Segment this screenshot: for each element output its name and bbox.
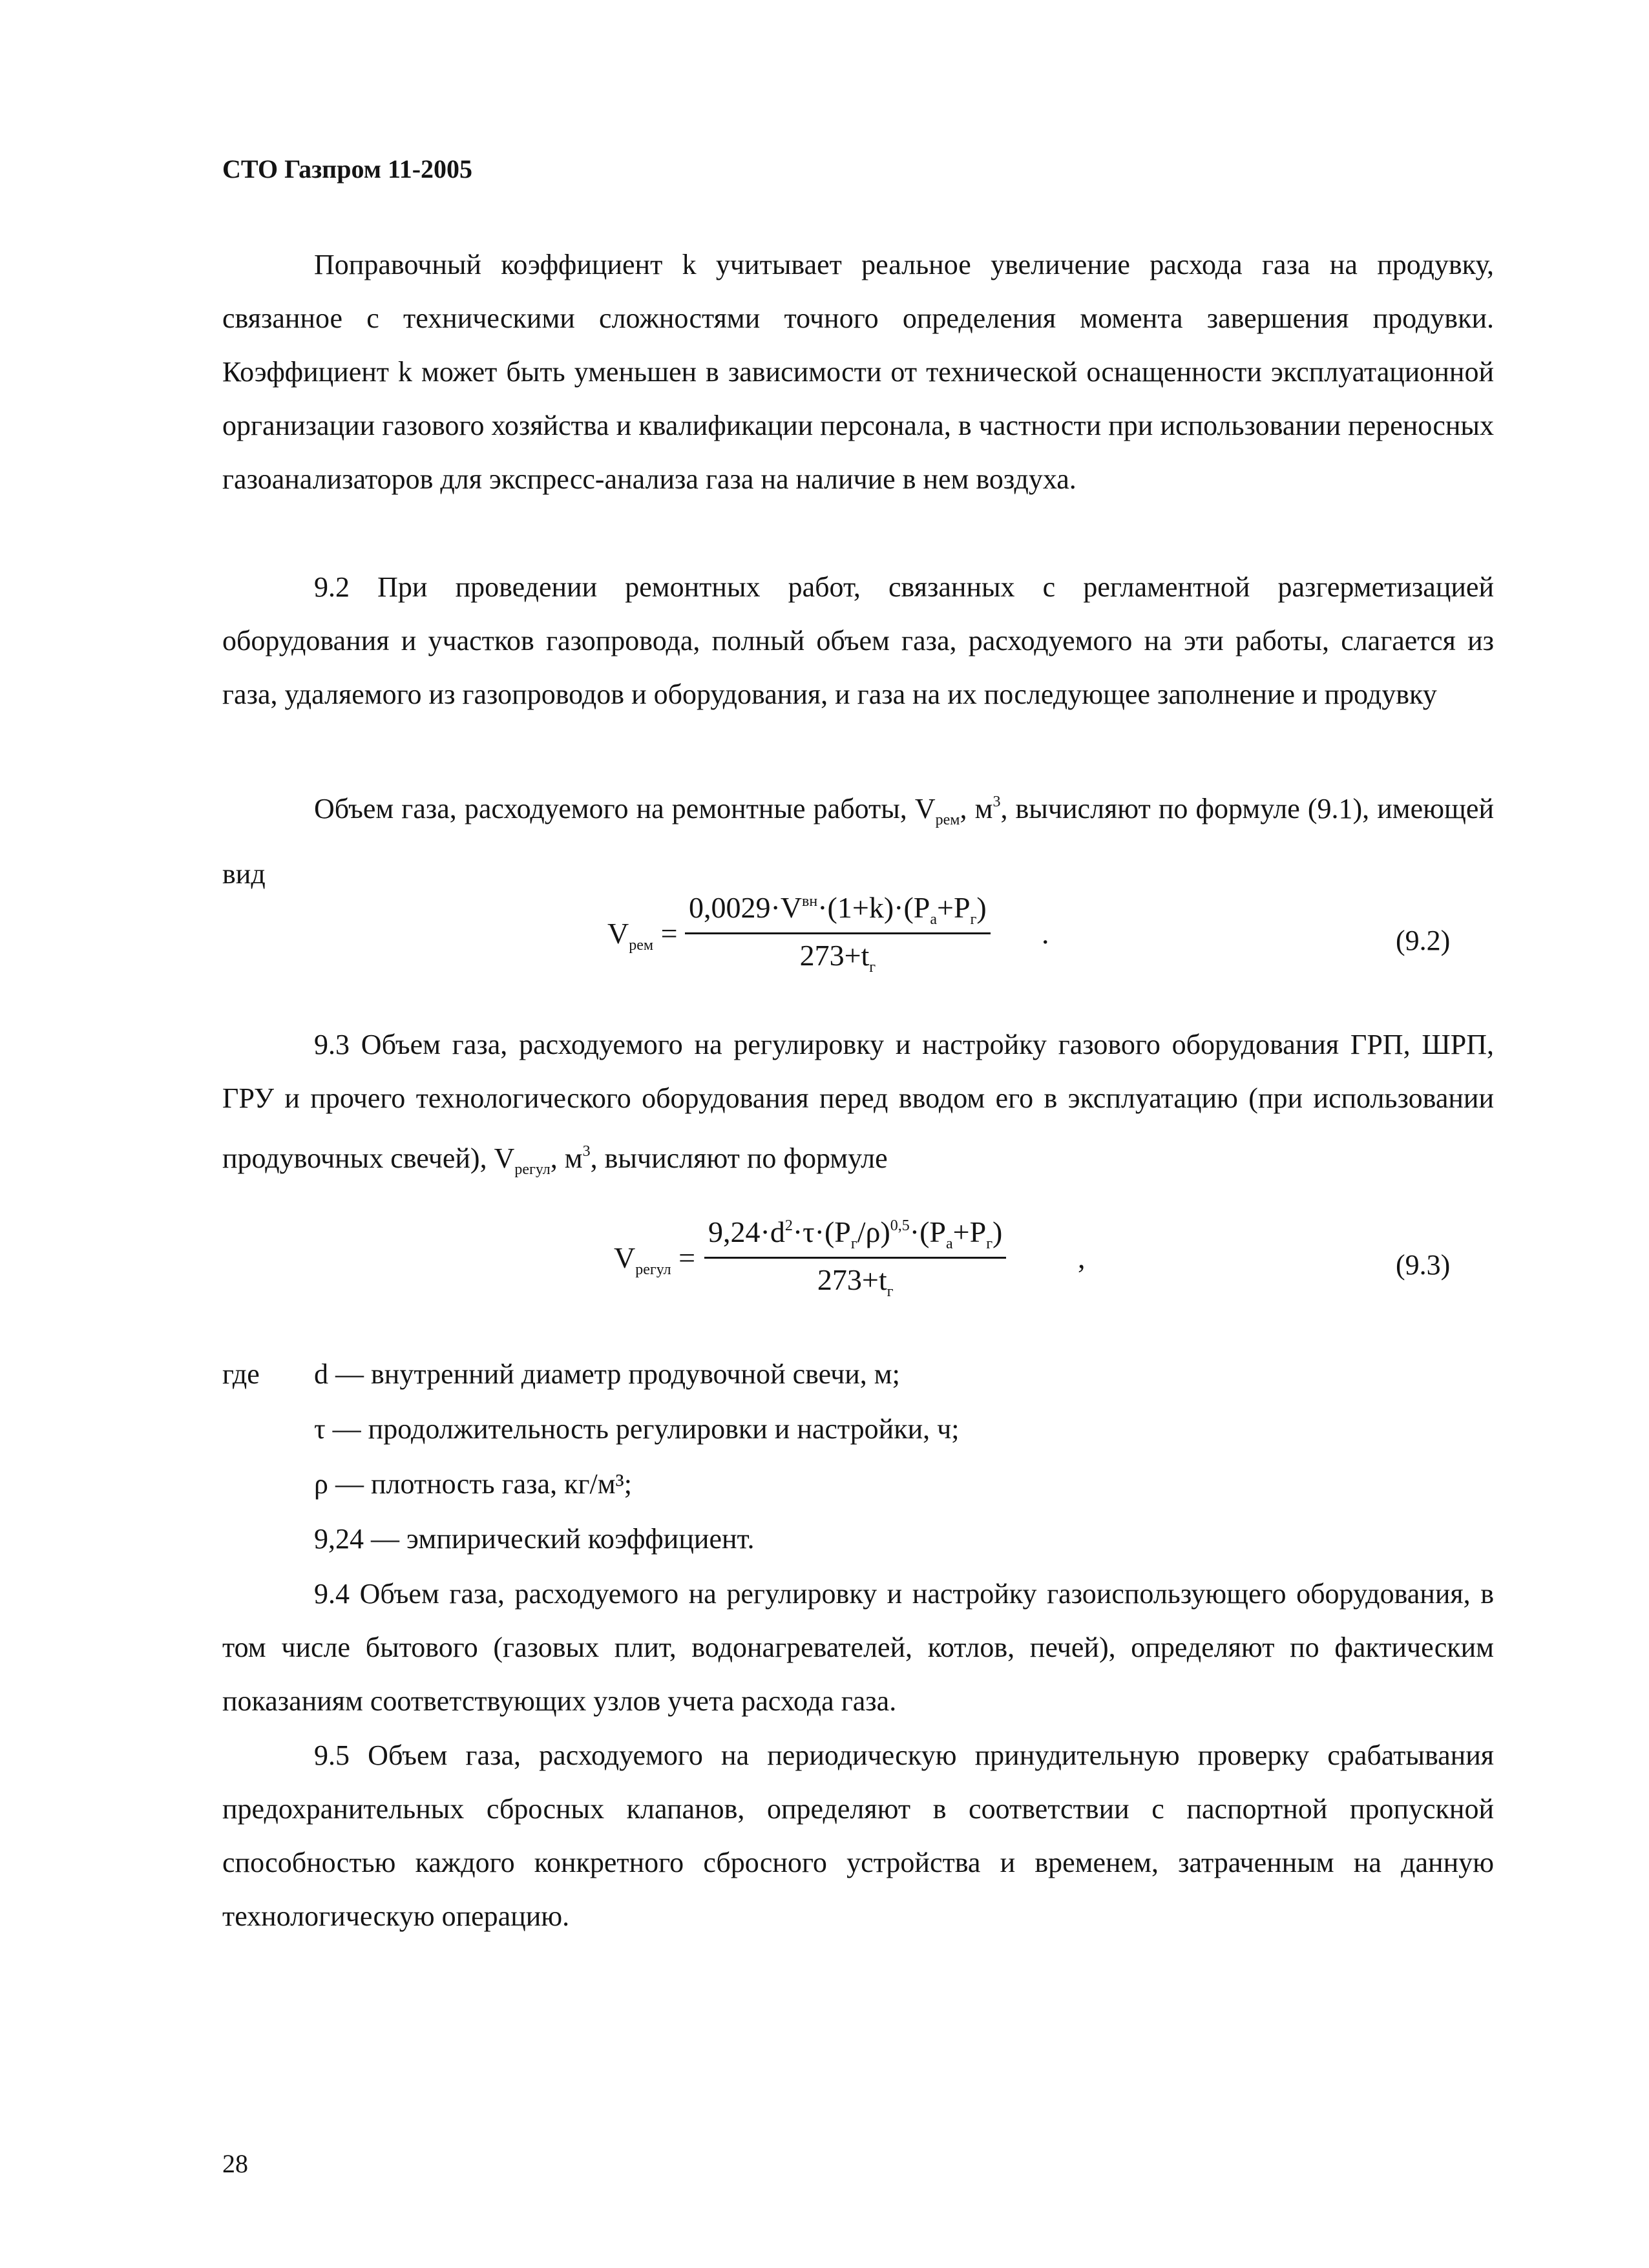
where-item-density: ρ — плотность газа, кг/м³; <box>314 1468 632 1500</box>
formula-9-2-lhs: $V_{рем}$ = <box>607 917 678 954</box>
formula-9-2-tail: . <box>1042 917 1049 950</box>
where-item-coefficient: 9,24 — эмпирический коэффициент. <box>314 1523 755 1555</box>
paragraph-repair-volume: Объем газа, расходуемого на ремонтные работы, $V_{рем}$, $м^3$, вычисляют по формуле (9.1), имеющей вид <box>222 793 1494 890</box>
formula-9-2-number: (9.2) <box>1396 925 1451 956</box>
paragraph-correction-coefficient: Поправочный коэффициент k учитывает реальное увеличение расхода газа на продувку, связанное с техническими сложностями точного определения момента завершения продувки. Коэффициент k может быть уменьшен в зависимости от технической оснащенности эксплуатационной организации газового хозяйства и квалификации персонала, в частности при использовании переносных газоанализаторов для экспресс-анализа газа на наличие в нем воздуха. <box>222 249 1494 495</box>
paragraph-9-5: 9.5 Объем газа, расходуемого на периодическую принудительную проверку срабатывания предохранительных сбросных клапанов, определяют в соответствии с паспортной пропускной способностью каждого конкретного сбросного устройства и временем, затраченным на данную технологическую операцию. <box>222 1739 1494 1932</box>
where-item-duration: τ — продолжительность регулировки и настройки, ч; <box>314 1413 960 1445</box>
formula-9-2-denominator: $273+t_г$ <box>799 939 876 976</box>
page-number: 28 <box>222 2149 248 2178</box>
formula-9-3-tail: , <box>1078 1241 1086 1274</box>
formula-9-3-denominator: $273+t_г$ <box>817 1263 894 1300</box>
paragraph-9-3: 9.3 Объем газа, расходуемого на регулировку и настройку газового оборудования ГРП, ШРП, ГРУ и прочего технологического оборудования перед вводом его в эксплуатацию (при использовании продувочных свечей), $V_{регул}$, $м^3$, вычисляют по формуле <box>222 1029 1494 1178</box>
paragraph-9-2: 9.2 При проведении ремонтных работ, связанных с регламентной разгерметизацией оборудования и участков газопровода, полный объем газа, расходуемого на эти работы, слагается из газа, удаляемого из газопроводов и оборудования, и газа на их последующее заполнение и продувку <box>222 571 1494 710</box>
where-label: где <box>222 1358 260 1390</box>
document-header: СТО Газпром 11-2005 <box>222 154 473 184</box>
formula-9-3-lhs: $V_{регул}$ = <box>614 1241 696 1278</box>
formula-9-2-numerator: $0,0029\cdot V^{вн}\cdot(1+k)\cdot(P_а+P_г)$ <box>689 891 987 928</box>
where-item-diameter: d — внутренний диаметр продувочной свечи, м; <box>314 1358 900 1390</box>
formula-9-3-numerator: $9,24\cdot d^2\cdot\tau\cdot(P_г/\rho)^{0,5}\cdot(P_а+P_г)$ <box>708 1215 1003 1252</box>
formula-9-2-fraction <box>685 890 991 976</box>
formula-9-3-fraction <box>704 1215 1006 1301</box>
paragraph-9-4: 9.4 Объем газа, расходуемого на регулировку и настройку газоиспользующего оборудования, в том числе бытового (газовых плит, водонагревателей, котлов, печей), определяют по фактическим показаниям соответствующих узлов учета расхода газа. <box>222 1578 1494 1717</box>
formula-9-3-number: (9.3) <box>1396 1249 1451 1281</box>
